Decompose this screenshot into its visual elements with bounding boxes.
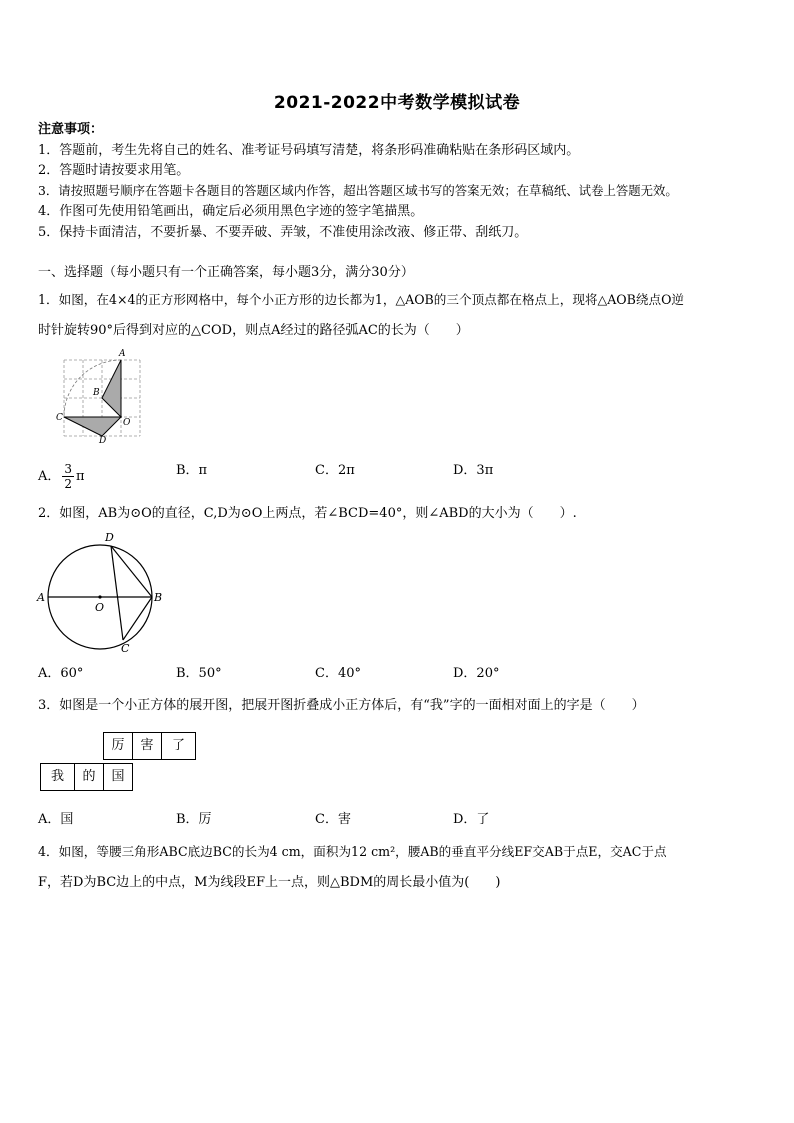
q2-option-a[interactable]: A．60° — [38, 666, 84, 681]
q2-label-c: C — [121, 642, 130, 655]
q2-option-d[interactable]: D．20° — [453, 666, 500, 681]
notice-heading: 注意事项： — [38, 122, 104, 137]
q1-label-a: A — [119, 349, 126, 359]
section-heading: 一、选择题（每小题只有一个正确答案，每小题3分，满分30分） — [38, 265, 414, 280]
question-3-text: 3．如图是一个小正方体的展开图，把展开图折叠成小正方体后，有“我”字的一面相对面上的字是（ ） — [38, 698, 645, 713]
question-2-text: 2．如图，AB为⊙O的直径，C,D为⊙O上两点，若∠BCD=40°，则∠ABD的大小为（ ）. — [38, 506, 577, 521]
q2-label-a: A — [37, 591, 45, 604]
q1-option-c[interactable]: C．2π — [315, 463, 355, 478]
notice-item-5: 5．保持卡面清洁，不要折暴、不要弄破、弄皱，不准使用涂改液、修正带、刮纸刀。 — [38, 225, 528, 240]
q1-label-c: C — [56, 413, 63, 423]
question-1-line-2: 时针旋转90°后得到对应的△COD，则点A经过的路径弧AC的长为（ ） — [38, 323, 469, 338]
q1-option-d[interactable]: D．3π — [453, 463, 494, 478]
question-1-line-1: 1．如图，在4×4的正方形网格中，每个小正方形的边长都为1，△AOB的三个顶点都在格点上，现将△AOB绕点O逆 — [38, 292, 684, 307]
notice-item-4: 4．作图可先使用铅笔画出，确定后必须用黑色字迹的签字笔描黑。 — [38, 204, 424, 219]
net-cell-le: 了 — [161, 732, 196, 760]
q1-label-b: B — [93, 388, 100, 398]
q1-label-d: D — [99, 436, 107, 444]
notice-item-2: 2．答题时请按要求用笔。 — [38, 163, 190, 178]
q2-label-b: B — [154, 591, 163, 604]
question-2-circle-figure — [34, 528, 166, 658]
q3-option-d[interactable]: D．了 — [453, 812, 490, 827]
q2-option-c[interactable]: C．40° — [315, 666, 361, 681]
page-title: 2021-2022中考数学模拟试卷 — [273, 93, 521, 113]
net-cell-wo: 我 — [40, 763, 75, 791]
net-cell-li: 厉 — [103, 732, 133, 760]
notice-item-1: 1．答题前，考生先将自己的姓名、准考证号码填写清楚，将条形码准确粘贴在条形码区域内。 — [38, 143, 580, 158]
q2-label-d: D — [105, 531, 114, 544]
q1-option-a-fraction: $\frac{3}{2}$ — [64, 462, 73, 491]
q1-option-b[interactable]: B．π — [176, 463, 208, 478]
q3-option-b[interactable]: B．厉 — [176, 812, 212, 827]
q1-option-a[interactable]: A． $\frac{3}{2}$ π — [38, 462, 85, 491]
q2-label-o: O — [95, 601, 105, 614]
net-cell-guo: 国 — [103, 763, 133, 791]
net-cell-de: 的 — [74, 763, 104, 791]
q3-option-a[interactable]: A．国 — [38, 812, 74, 827]
q2-option-b[interactable]: B．50° — [176, 666, 222, 681]
question-1-grid-figure — [52, 344, 148, 444]
question-4-line-2: F，若D为BC边上的中点，M为线段EF上一点，则△BDM的周长最小值为( ) — [38, 875, 501, 890]
q3-option-c[interactable]: C．害 — [315, 812, 351, 827]
notice-item-3: 3．请按照题号顺序在答题卡各题目的答题区域内作答，超出答题区域书写的答案无效；在草稿纸、试卷上答题无效。 — [38, 183, 678, 198]
question-4-line-1: 4．如图，等腰三角形ABC底边BC的长为4 cm，面积为12 cm²，腰AB的垂直平分线EF交AB于点E，交AC于点 — [38, 844, 667, 859]
net-cell-hai: 害 — [132, 732, 162, 760]
q1-label-o: O — [123, 418, 131, 428]
